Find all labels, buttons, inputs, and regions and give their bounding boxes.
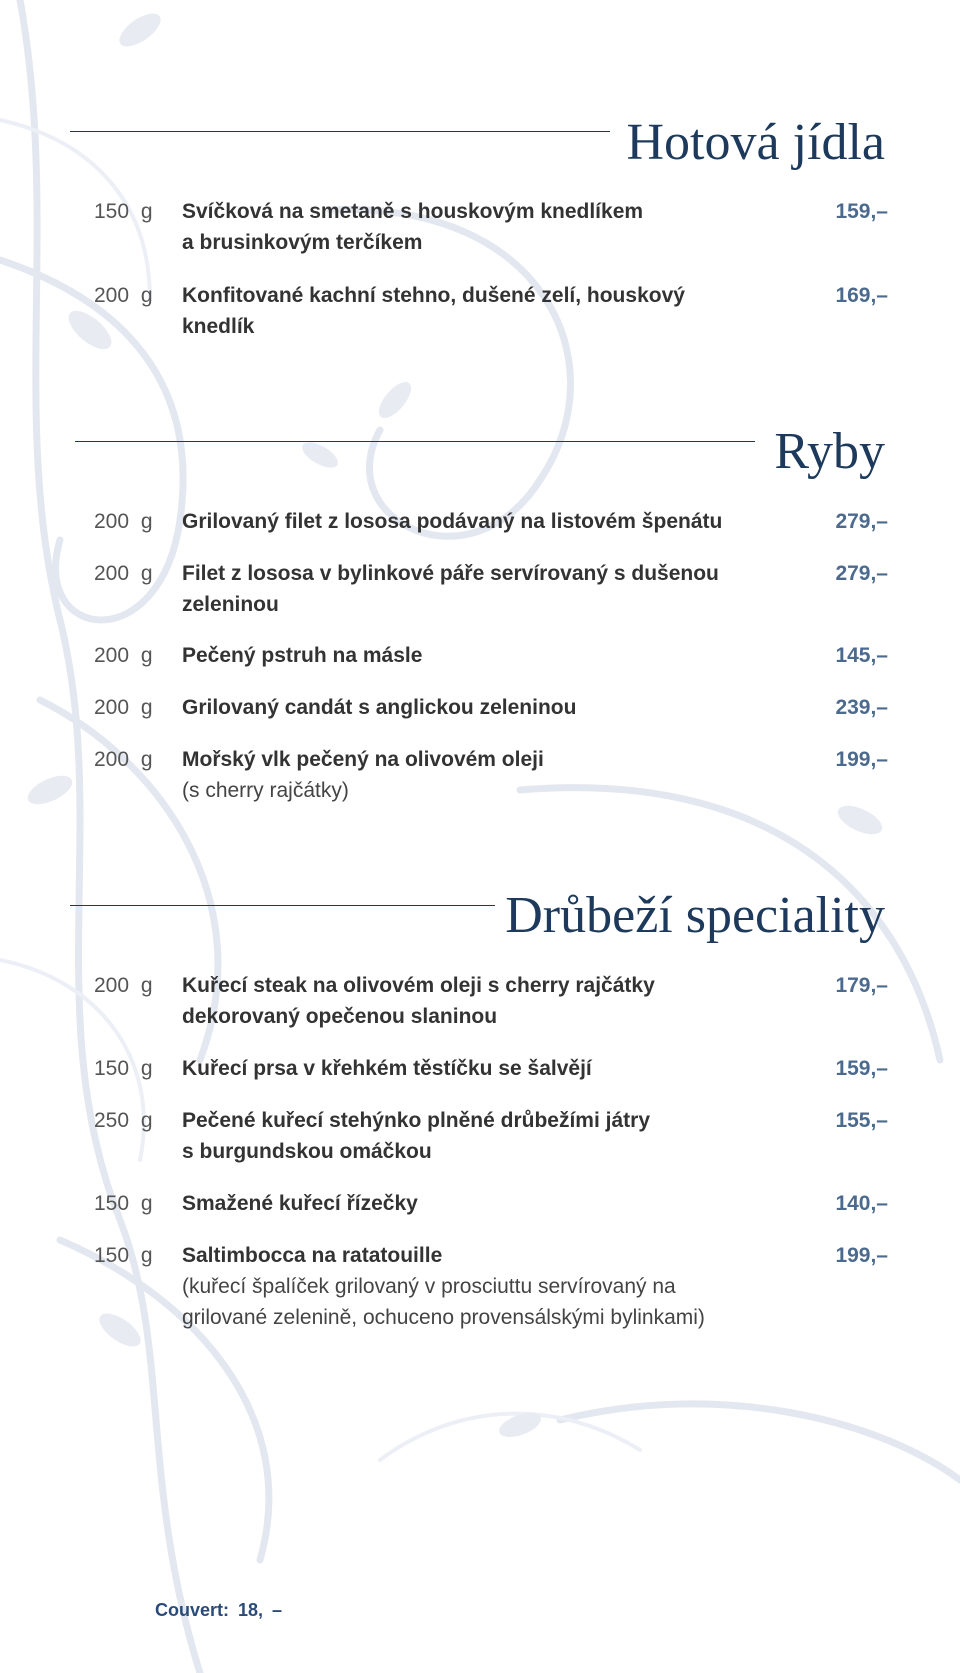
item-price: 279,– bbox=[835, 510, 888, 533]
item-quantity: 200 g bbox=[94, 696, 153, 719]
item-price: 169,– bbox=[835, 284, 888, 307]
item-quantity: 200 g bbox=[94, 510, 153, 533]
item-price: 155,– bbox=[835, 1109, 888, 1132]
item-description bbox=[182, 558, 797, 620]
item-quantity: 150 g bbox=[94, 1244, 153, 1267]
item-name: Pečené kuřecí stehýnko plněné drůbežími játry bbox=[182, 1109, 650, 1132]
item-note: (s cherry rajčátky) bbox=[182, 779, 349, 802]
item-description bbox=[182, 692, 797, 723]
item-name: Kuřecí prsa v křehkém těstíčku se šalvějí bbox=[182, 1057, 592, 1080]
item-quantity: 250 g bbox=[94, 1109, 153, 1132]
item-note: (kuřecí špalíček grilovaný v prosciuttu servírovaný na bbox=[182, 1275, 676, 1298]
item-name: Kuřecí steak na olivovém oleji s cherry rajčátky bbox=[182, 974, 655, 997]
item-price: 199,– bbox=[835, 748, 888, 771]
item-description bbox=[182, 196, 797, 258]
item-description bbox=[182, 280, 797, 342]
item-price: 239,– bbox=[835, 696, 888, 719]
item-quantity: 200 g bbox=[94, 644, 153, 667]
item-quantity: 200 g bbox=[94, 974, 153, 997]
item-name: Mořský vlk pečený na olivovém oleji bbox=[182, 748, 544, 771]
item-name-line2: zeleninou bbox=[182, 593, 279, 616]
couvert-charge: Couvert: 18, – bbox=[155, 1600, 283, 1620]
item-name-line2: a brusinkovým terčíkem bbox=[182, 231, 423, 254]
item-name: Grilovaný filet z lososa podávaný na listovém špenátu bbox=[182, 510, 723, 533]
item-quantity: 150 g bbox=[94, 200, 153, 223]
item-name: Filet z lososa v bylinkové páře servírovaný s dušenou bbox=[182, 562, 719, 585]
item-description bbox=[182, 506, 797, 537]
item-price: 279,– bbox=[835, 562, 888, 585]
section-divider-line bbox=[75, 441, 755, 442]
item-price: 159,– bbox=[835, 200, 888, 223]
item-quantity: 150 g bbox=[94, 1057, 153, 1080]
item-description bbox=[182, 1240, 797, 1333]
section-title: Ryby bbox=[774, 423, 885, 480]
item-name: Grilovaný candát s anglickou zeleninou bbox=[182, 696, 577, 719]
item-price: 199,– bbox=[835, 1244, 888, 1267]
item-name: Smažené kuřecí řízečky bbox=[182, 1192, 418, 1215]
item-quantity: 200 g bbox=[94, 748, 153, 771]
item-name-line2: s burgundskou omáčkou bbox=[182, 1140, 432, 1163]
item-name: Pečený pstruh na másle bbox=[182, 644, 423, 667]
item-name: Saltimbocca na ratatouille bbox=[182, 1244, 443, 1267]
item-description bbox=[182, 640, 797, 671]
section-divider-line bbox=[70, 131, 610, 132]
item-quantity: 150 g bbox=[94, 1192, 153, 1215]
item-name: Konfitované kachní stehno, dušené zelí, houskový bbox=[182, 284, 685, 307]
item-price: 140,– bbox=[835, 1192, 888, 1215]
item-quantity: 200 g bbox=[94, 284, 153, 307]
item-quantity: 200 g bbox=[94, 562, 153, 585]
item-price: 145,– bbox=[835, 644, 888, 667]
item-description bbox=[182, 1188, 797, 1219]
section-divider-line bbox=[70, 905, 495, 906]
item-note-line2: grilované zelenině, ochuceno provensálskými bylinkami) bbox=[182, 1306, 705, 1329]
item-name-line2: knedlík bbox=[182, 315, 255, 338]
item-description bbox=[182, 1105, 797, 1167]
section-title: Drůbeží speciality bbox=[505, 887, 885, 944]
item-price: 179,– bbox=[835, 974, 888, 997]
item-description bbox=[182, 744, 797, 806]
item-description bbox=[182, 970, 797, 1032]
item-price: 159,– bbox=[835, 1057, 888, 1080]
item-name: Svíčková na smetaně s houskovým knedlíkem bbox=[182, 200, 644, 223]
item-name-line2: dekorovaný opečenou slaninou bbox=[182, 1005, 498, 1028]
section-title: Hotová jídla bbox=[626, 114, 885, 171]
item-description bbox=[182, 1053, 797, 1084]
